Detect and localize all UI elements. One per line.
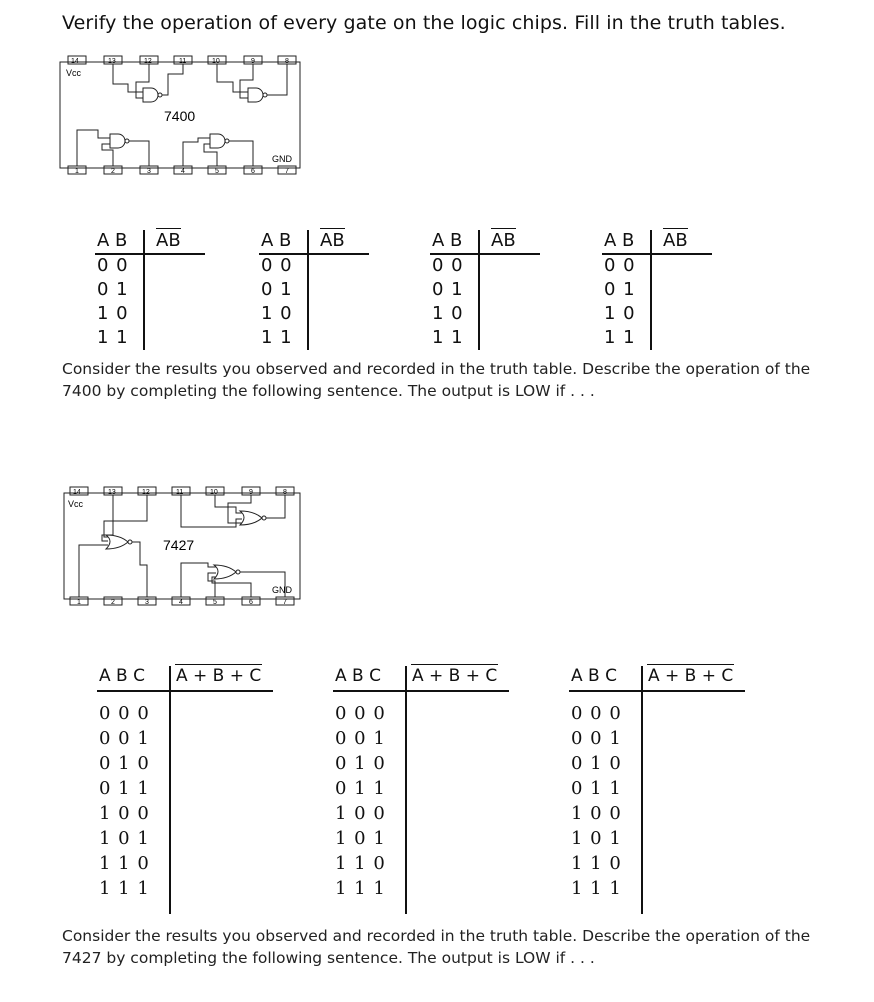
- table-row: 0 0 1: [335, 728, 386, 749]
- table-row: 0 0: [97, 255, 129, 276]
- pin-9: 9: [251, 58, 255, 65]
- pin-2: 2: [111, 168, 115, 175]
- table-row: 1 0: [97, 303, 129, 324]
- pin-4: 4: [181, 168, 185, 175]
- table-row: 0 0: [261, 255, 293, 276]
- header-rule: [97, 690, 273, 692]
- table-row: 1 1 1: [99, 878, 150, 899]
- header-inputs: A B: [261, 230, 292, 251]
- pin-9: 9: [249, 489, 253, 496]
- table-row: 0 1 0: [571, 753, 622, 774]
- pin-10: 10: [212, 58, 220, 65]
- vcc-label: Vcc: [68, 499, 84, 509]
- pin-6: 6: [251, 168, 255, 175]
- table-row: 0 1 0: [99, 753, 150, 774]
- chip-part-number: 7427: [163, 537, 195, 553]
- header-inputs: A B: [432, 230, 463, 251]
- pin-11: 11: [176, 489, 184, 496]
- instruction-7400: [62, 358, 822, 402]
- nand-expression: AB: [156, 230, 181, 251]
- table-row: 1 0: [432, 303, 464, 324]
- header-rule: [333, 690, 509, 692]
- chip-7400-diagram: [58, 52, 308, 182]
- header-output: [156, 230, 181, 251]
- table-row: 1 1 0: [571, 853, 622, 874]
- pin-8: 8: [283, 489, 287, 496]
- table-row: 1 0 0: [99, 803, 150, 824]
- table-row: 1 0: [604, 303, 636, 324]
- gnd-label: GND: [272, 585, 292, 595]
- pin-4: 4: [179, 599, 183, 606]
- nor-expression: A + B + C: [648, 666, 734, 686]
- pin-3: 3: [145, 599, 149, 606]
- header-output: [175, 666, 262, 686]
- pin-14: 14: [73, 489, 81, 496]
- table-row: 0 1: [261, 279, 293, 300]
- instruction-7427: [62, 925, 822, 969]
- table-row: 0 1 0: [335, 753, 386, 774]
- table-row: 1 0 0: [571, 803, 622, 824]
- page-title: Verify the operation of every gate on the logic chips. Fill in the truth tables.: [62, 12, 786, 34]
- table-row: 1 0 1: [571, 828, 622, 849]
- column-divider: [478, 230, 480, 350]
- header-output: [491, 230, 516, 251]
- header-output: [647, 666, 734, 686]
- header-inputs: A B C: [335, 666, 381, 686]
- nor-expression: A + B + C: [176, 666, 262, 686]
- nor-truth-table: [569, 666, 749, 916]
- table-row: 0 1: [97, 279, 129, 300]
- table-row: 1 1 0: [99, 853, 150, 874]
- nand-expression: AB: [663, 230, 688, 251]
- pin-5: 5: [213, 599, 217, 606]
- table-row: 1 1: [97, 327, 129, 348]
- instruction-7400-line1: Consider the results you observed and recorded in the truth table. Describe the operation of the: [62, 360, 811, 378]
- pin-7: 7: [283, 599, 287, 606]
- table-row: 1 1 1: [335, 878, 386, 899]
- table-row: 0 0 0: [335, 703, 386, 724]
- table-row: 0 1: [432, 279, 464, 300]
- header-inputs: A B: [97, 230, 128, 251]
- header-output: [663, 230, 688, 251]
- nand-expression: AB: [320, 230, 345, 251]
- column-divider: [405, 666, 407, 914]
- table-row: 0 1 1: [335, 778, 386, 799]
- pin-13: 13: [108, 58, 116, 65]
- table-row: 1 1: [432, 327, 464, 348]
- column-divider: [641, 666, 643, 914]
- table-row: 1 1 1: [571, 878, 622, 899]
- table-row: 1 0: [261, 303, 293, 324]
- nand-truth-table: [95, 230, 207, 350]
- gnd-label: GND: [272, 154, 292, 164]
- pin-5: 5: [215, 168, 219, 175]
- pin-10: 10: [210, 489, 218, 496]
- pin-6: 6: [249, 599, 253, 606]
- chip-part-number: 7400: [164, 108, 196, 124]
- table-row: 1 0 0: [335, 803, 386, 824]
- table-row: 0 0 1: [571, 728, 622, 749]
- nand-truth-table: [602, 230, 714, 350]
- table-row: 0 0 0: [571, 703, 622, 724]
- vcc-label: Vcc: [66, 68, 82, 78]
- pin-3: 3: [147, 168, 151, 175]
- instruction-7427-line2: 7427 by completing the following sentence. The output is LOW if . . .: [62, 949, 595, 967]
- pin-8: 8: [285, 58, 289, 65]
- header-rule: [569, 690, 745, 692]
- pin-13: 13: [108, 489, 116, 496]
- pin-1: 1: [77, 599, 81, 606]
- pin-12: 12: [142, 489, 150, 496]
- table-row: 1 1: [604, 327, 636, 348]
- table-row: 0 0 1: [99, 728, 150, 749]
- chip-7427-diagram: [62, 483, 312, 613]
- table-row: 0 1: [604, 279, 636, 300]
- header-inputs: A B C: [571, 666, 617, 686]
- pin-1: 1: [75, 168, 79, 175]
- header-inputs: A B: [604, 230, 635, 251]
- header-output: [320, 230, 345, 251]
- nand-truth-table: [430, 230, 542, 350]
- nand-expression: AB: [491, 230, 516, 251]
- pin-14: 14: [71, 58, 79, 65]
- header-output: [411, 666, 498, 686]
- table-row: 0 1 1: [99, 778, 150, 799]
- table-row: 0 0 0: [99, 703, 150, 724]
- pin-11: 11: [179, 58, 187, 65]
- nor-expression: A + B + C: [412, 666, 498, 686]
- pin-2: 2: [111, 599, 115, 606]
- pin-7: 7: [285, 168, 289, 175]
- column-divider: [307, 230, 309, 350]
- table-row: 1 0 1: [99, 828, 150, 849]
- instruction-7427-line1: Consider the results you observed and recorded in the truth table. Describe the operation of the: [62, 927, 811, 945]
- table-row: 0 0: [432, 255, 464, 276]
- header-inputs: A B C: [99, 666, 145, 686]
- column-divider: [143, 230, 145, 350]
- nor-truth-table: [333, 666, 513, 916]
- nand-truth-table: [259, 230, 371, 350]
- instruction-7400-line2: 7400 by completing the following sentence. The output is LOW if . . .: [62, 382, 595, 400]
- nor-truth-table: [97, 666, 277, 916]
- table-row: 1 1: [261, 327, 293, 348]
- table-row: 1 1 0: [335, 853, 386, 874]
- table-row: 0 1 1: [571, 778, 622, 799]
- column-divider: [650, 230, 652, 350]
- table-row: 0 0: [604, 255, 636, 276]
- column-divider: [169, 666, 171, 914]
- pin-12: 12: [144, 58, 152, 65]
- table-row: 1 0 1: [335, 828, 386, 849]
